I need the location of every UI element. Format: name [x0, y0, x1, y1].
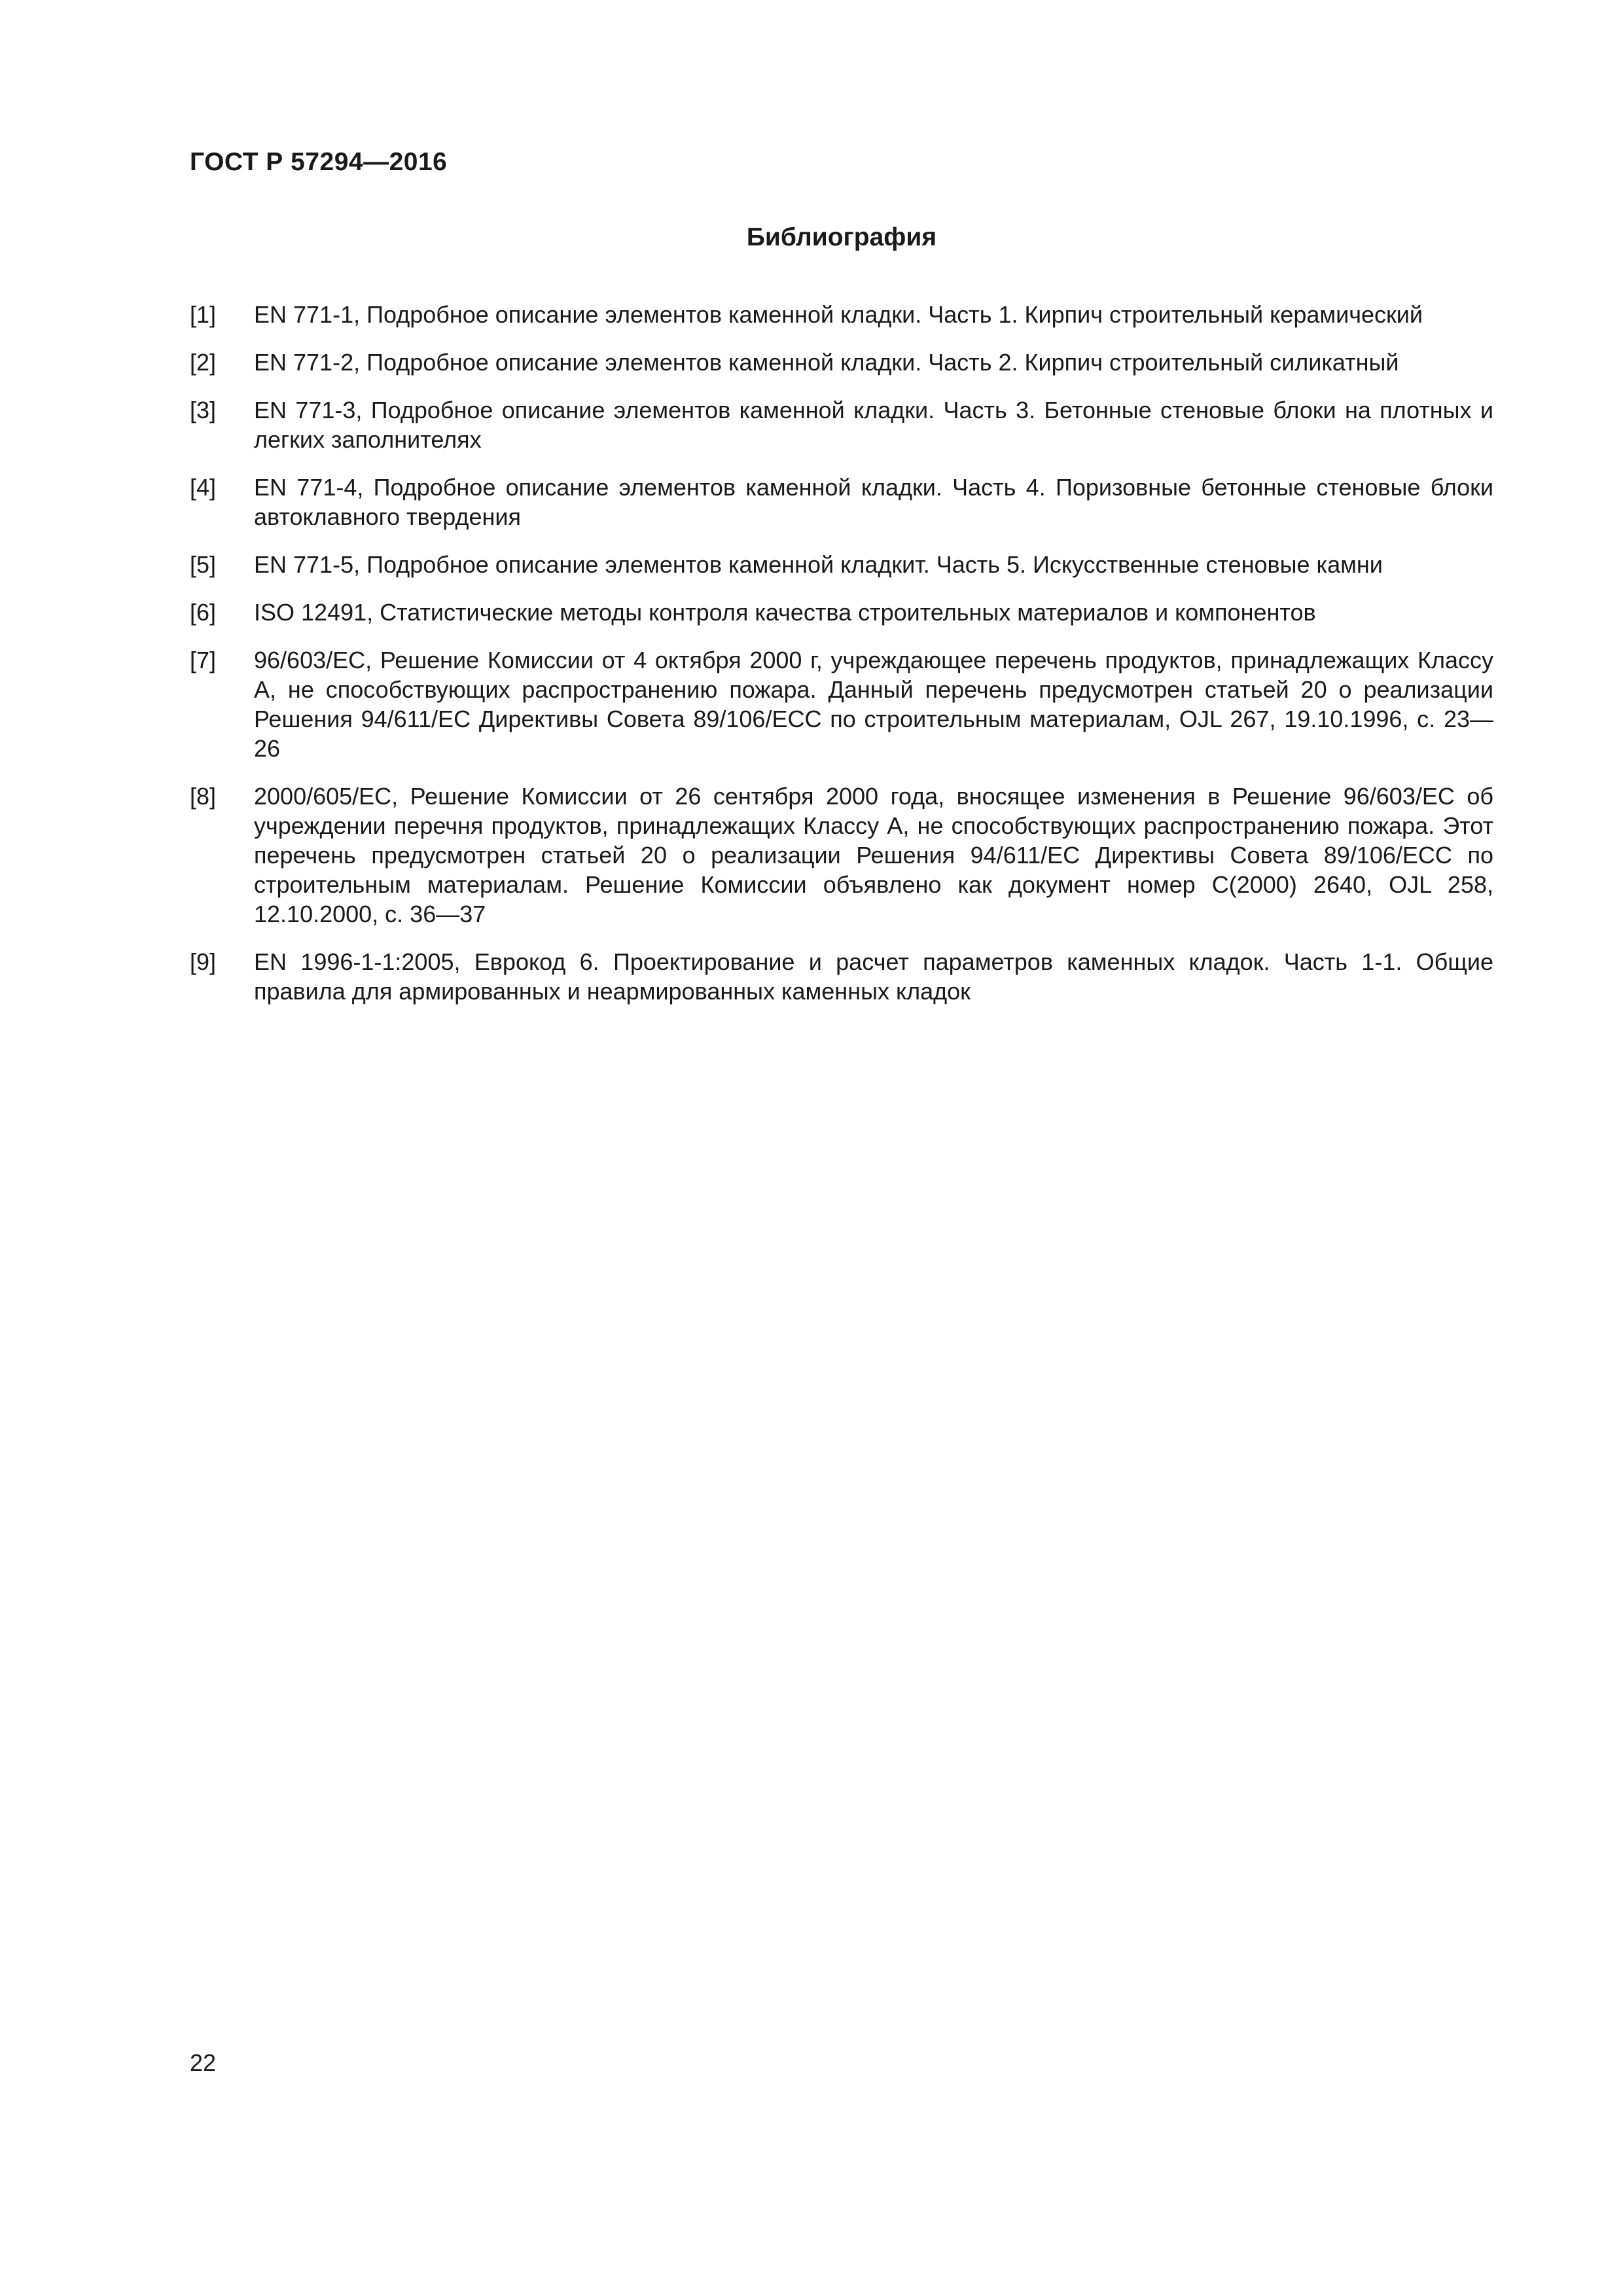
bibliography-entry — [190, 550, 1493, 579]
bibliography-entry — [190, 395, 1493, 454]
entry-number: [3] — [190, 397, 217, 423]
entry-text: EN 771-2, Подробное описание элементов каменной кладки. Часть 2. Кирпич строительный силикатный — [254, 349, 1399, 376]
entry-number: [7] — [190, 647, 217, 673]
entry-text: 2000/605/ЕС, Решение Комиссии от 26 сентября 2000 года, вносящее изменения в Решение 96/603/ЕС об учреждении перечня продуктов, принадлежащих Классу А, не способствующих распространению пожара. Этот перечень предусмотрен статьей 20 о реализации Решения 94/611/ЕС Директивы Совета 89/106/ЕСС по строительным материалам. Решение Комиссии объявлено как документ номер С(2000) 2640, OJL 258, 12.10.2000, с. 36—37 — [254, 783, 1493, 927]
bibliography-entry — [190, 598, 1493, 627]
entry-number: [6] — [190, 599, 217, 626]
entry-text: ISO 12491, Статистические методы контроля качества строительных материалов и компонентов — [254, 599, 1316, 626]
entry-number: [1] — [190, 301, 217, 328]
bibliography-entry — [190, 300, 1493, 329]
bibliography-entry — [190, 947, 1493, 1006]
entry-text: EN 1996-1-1:2005, Еврокод 6. Проектирование и расчет параметров каменных кладок. Часть 1-1. Общие правила для армированных и неармированных каменных кладок — [254, 948, 1493, 1005]
entry-number: [2] — [190, 349, 217, 376]
entry-text: EN 771-3, Подробное описание элементов каменной кладки. Часть 3. Бетонные стеновые блоки на плотных и легких заполнителях — [254, 397, 1493, 453]
bibliography-entry — [190, 348, 1493, 377]
document-code-header: ГОСТ Р 57294—2016 — [190, 148, 448, 176]
bibliography-entry — [190, 781, 1493, 929]
entry-number: [5] — [190, 551, 217, 578]
bibliography-entry — [190, 473, 1493, 531]
page-number: 22 — [190, 2049, 217, 2076]
entry-number: [8] — [190, 783, 217, 810]
entry-text: EN 771-1, Подробное описание элементов каменной кладки. Часть 1. Кирпич строительный керамический — [254, 301, 1423, 328]
entry-number: [9] — [190, 948, 217, 975]
entry-number: [4] — [190, 474, 217, 501]
entry-text: EN 771-5, Подробное описание элементов каменной кладкит. Часть 5. Искусственные стеновые камни — [254, 551, 1383, 578]
entry-text: 96/603/ЕС, Решение Комиссии от 4 октября 2000 г, учреждающее перечень продуктов, принадлежащих Классу А, не способствующих распространению пожара. Данный перечень предусмотрен статьей 20 о реализации Решения 94/611/ЕС Директивы Совета 89/106/ЕСС по строительным материалам, OJL 267, 19.10.1996, с. 23—26 — [254, 647, 1493, 762]
entry-text: EN 771-4, Подробное описание элементов каменной кладки. Часть 4. Поризовные бетонные стеновые блоки автоклавного твердения — [254, 474, 1493, 530]
bibliography-list — [190, 300, 1493, 1024]
section-title: Библиография — [746, 223, 937, 251]
bibliography-entry — [190, 645, 1493, 763]
